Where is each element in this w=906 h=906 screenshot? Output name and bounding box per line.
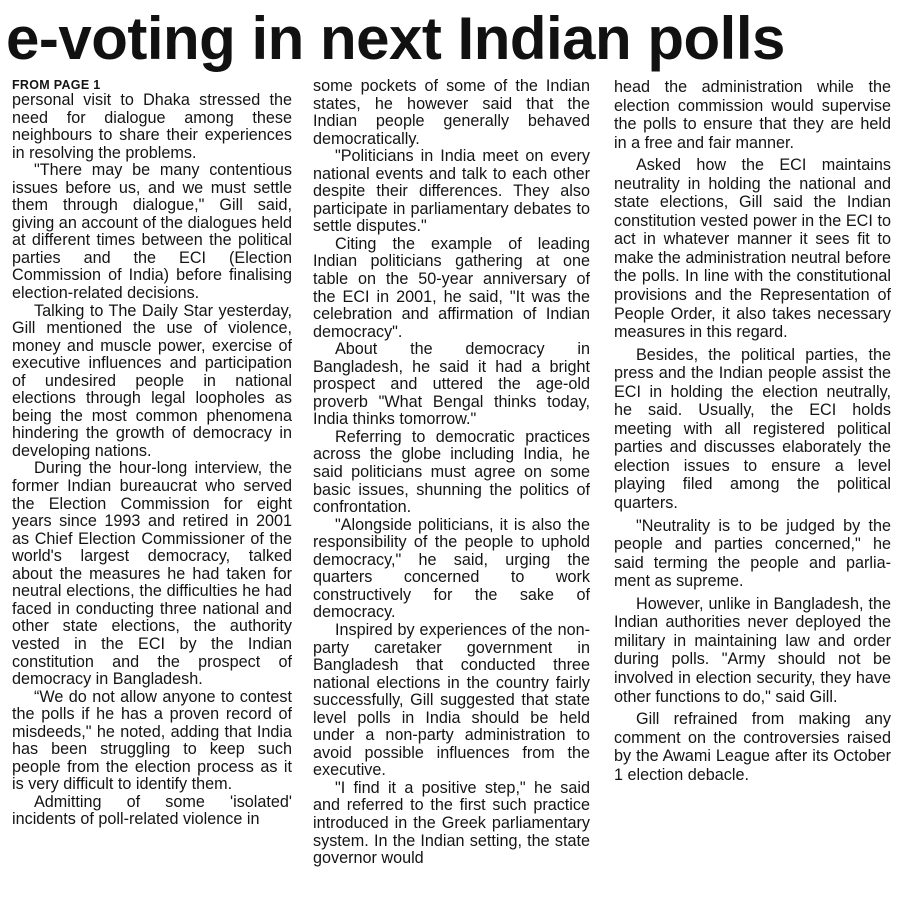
paragraph: Talking to The Daily Star yesterday, Gill mentioned the use of violence, money and muscle power, exercise of executive influences and participation of undesired people in national elections through legal loopholes as being the most common phenomena hindering the growth of democracy in developing nations.: [12, 301, 292, 460]
paragraph: Admitting of some 'isolated' incidents of poll-related violence in: [12, 792, 292, 829]
paragraph: "Alongside politicians, it is also the responsibility of the people to uphold democracy," he said, urging the quarters concerned to work constructively for the sake of democracy.: [313, 515, 590, 622]
article-column-1: [12, 78, 292, 900]
article-column-3: [614, 78, 891, 900]
paragraph: Referring to democratic practices across the globe including India, he said politicians must agree on some basic issues, shunning the politics of confrontation.: [313, 427, 590, 517]
paragraph: However, unlike in Bangladesh, the Indian authorities never deployed the military in maintaining law and order during polls. "Army should not be involved in election security, they have other functions to do," said Gill.: [614, 594, 891, 706]
headline: e-voting in next Indian polls: [6, 5, 785, 72]
paragraph: During the hour-long interview, the former Indian bureaucrat who served the Election Commission for eight years since 1993 and retired in 2001 as Chief Election Commissioner of the world's largest democracy, talked about the measures he had taken for neutral elections, the difficulties he had faced in conducting three national and other state elections, the authority vested in the ECI by the Indian constitution and the prospect of democracy in Bangladesh.: [12, 459, 292, 689]
paragraph: “We do not allow anyone to contest the polls if he has a proven record of misdeeds," he noted, adding that India has been struggling to keep such people from the election process as it is very difficult to identify them.: [12, 687, 292, 794]
paragraph: "Neutrality is to be judged by the people and parties concerned," he said terming the people and parliament as supreme.: [614, 516, 891, 591]
article-column-2: [313, 78, 590, 900]
continuation-kicker: FROM PAGE 1: [12, 78, 101, 92]
paragraph: Gill refrained from making any comment on the controversies raised by the Awami League after its October 1 election debacle.: [614, 710, 891, 784]
paragraph: "There may be many contentious issues before us, and we must settle them through dialogue," Gill said, giving an account of the dialogues held at different times between the political parties and the ECI (Election Commission of India) before finalising election-related decisions.: [12, 161, 292, 303]
paragraph: "I find it a positive step," he said and referred to the first such practice introduced in the Greek parliamentary system. In the Indian setting, the state governor would: [313, 778, 590, 868]
paragraph: some pockets of some of the Indian states, he however said that the Indian people generally behaved democratically.: [313, 78, 590, 148]
paragraph: Besides, the political parties, the press and the Indian people assist the ECI in holding the election neutrally, he said. Usually, the ECI holds meeting with all registered political parties and discusses elaborately the election issues to ensure a level playing filed among the political quarters.: [614, 345, 891, 513]
paragraph: head the administration while the election commission would supervise the polls to ensure that they are held in a free and fair manner.: [614, 78, 891, 152]
paragraph: Inspired by experiences of the non-party caretaker government in Bangladesh that conducted three national elections in the country fairly successfully, Gill suggested that state level polls in India should be held under a non-party administration to avoid possible influences from the executive.: [313, 620, 590, 780]
paragraph: Citing the example of leading Indian politicians gathering at one table on the 50-year anniversary of the ECI in 2001, he said, "It was the celebration and affirmation of Indian democracy".: [313, 234, 590, 341]
paragraph: About the democracy in Bangladesh, he said it had a bright prospect and uttered the age-old proverb "What Bengal thinks today, India thinks tomorrow.": [313, 340, 590, 429]
paragraph: "Politicians in India meet on every national events and talk to each other despite their differences. They also participate in parliamentary debates to settle disputes.": [313, 147, 590, 236]
paragraph: Asked how the ECI maintains neutrality in holding the national and state elections, Gill said the Indian constitution vested power in the ECI to act in whatever manner it sees fit to make the administration neutral before the polls. In line with the constitutional provisions and the Representation of People Order, it also takes necessary measures in this regard.: [614, 156, 891, 342]
paragraph: personal visit to Dhaka stressed the need for dialogue among these neighbours to share their experiences in resolving the problems.: [12, 91, 292, 162]
